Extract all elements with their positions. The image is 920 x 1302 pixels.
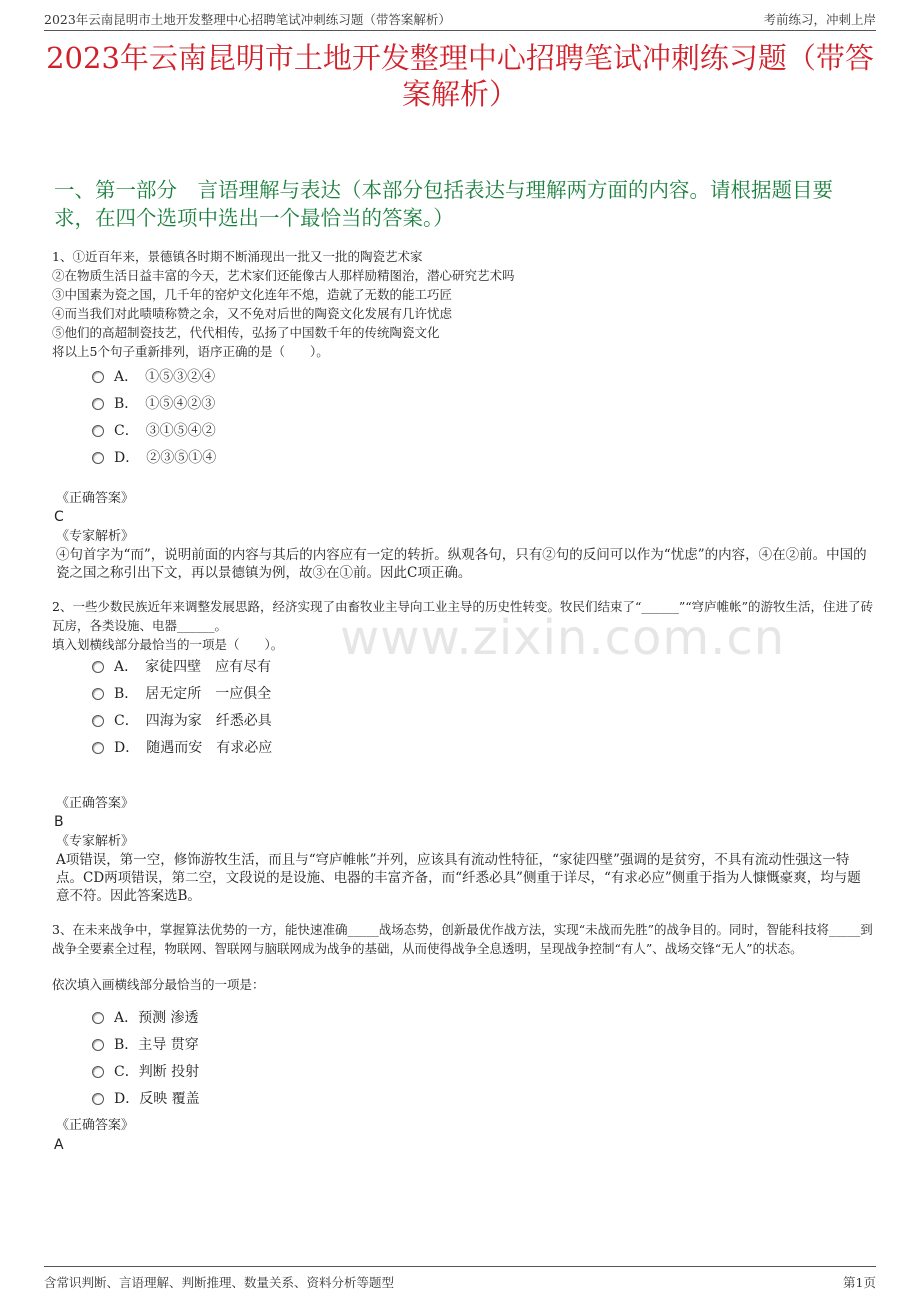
q1-line: ⑤他们的高超制瓷技艺，代代相传，弘扬了中国数千年的传统陶瓷文化 (52, 325, 440, 340)
radio-icon[interactable] (92, 371, 104, 383)
q1-option-c[interactable] (92, 422, 216, 440)
option-label: A．预测 渗透 (114, 1010, 199, 1026)
radio-icon[interactable] (92, 452, 104, 464)
header-doc-title: 2023年云南昆明市土地开发整理中心招聘笔试冲刺练习题（带答案解析） (44, 12, 451, 27)
q2-option-c[interactable] (92, 712, 272, 730)
option-label: C．判断 投射 (114, 1064, 200, 1080)
question-2-stem (52, 597, 874, 654)
q1-answer-label: 《正确答案》 (56, 491, 135, 506)
header-slogan: 考前练习，冲刺上岸 (763, 12, 876, 27)
q2-explain-label: 《专家解析》 (56, 834, 135, 849)
q1-line: 1、①近百年来，景德镇各时期不断涌现出一批又一批的陶瓷艺术家 (52, 249, 423, 264)
question-1-stem (52, 247, 874, 361)
q2-answer-label: 《正确答案》 (56, 796, 135, 811)
page-number: 第1页 (843, 1275, 876, 1290)
document-title: 2023年云南昆明市土地开发整理中心招聘笔试冲刺练习题（带答案解析） (46, 41, 874, 111)
q1-line: ④而当我们对此啧啧称赞之余，又不免对后世的陶瓷文化发展有几许忧虑 (52, 306, 453, 321)
option-label: B． ①⑤④②③ (114, 396, 216, 412)
radio-icon[interactable] (92, 1066, 104, 1078)
q3-answer: A (54, 1137, 64, 1153)
question-3-stem (52, 920, 874, 958)
q3-option-d[interactable] (92, 1090, 200, 1108)
q2-option-d[interactable] (92, 739, 272, 757)
q1-answer: C (54, 509, 64, 525)
q2-prompt: 填入划横线部分最恰当的一项是（ ）。 (52, 637, 284, 652)
option-label: C． ③①⑤④② (114, 423, 216, 439)
q2-answer: B (54, 814, 64, 830)
radio-icon[interactable] (92, 688, 104, 700)
option-label: D． ②③⑤①④ (114, 450, 217, 466)
radio-icon[interactable] (92, 425, 104, 437)
q2-option-a[interactable] (92, 658, 271, 676)
page-footer (44, 1266, 876, 1291)
q1-option-a[interactable] (92, 368, 215, 386)
section-heading: 一、第一部分 言语理解与表达（本部分包括表达与理解两方面的内容。请根据题目要求，在四个选项中选出一个最恰当的答案。） (54, 178, 833, 230)
q3-answer-label: 《正确答案》 (56, 1118, 135, 1133)
option-label: D．反映 覆盖 (114, 1091, 200, 1107)
radio-icon[interactable] (92, 1039, 104, 1051)
q3-stem-text: 3、在未来战争中，掌握算法优势的一方，能快速准确_____战场态势，创新最优作战方法，实现“未战而先胜”的战争目的。同时，智能科技将_____到战争全要素全过程，物联网、智联网与脑联网成为战争的基础，从而使得战争全息透明，呈现战争控制“有人”、战场交锋“无人”的状态。 (52, 922, 873, 956)
q3-prompt: 依次填入画横线部分最恰当的一项是： (52, 977, 265, 992)
option-label: B．主导 贯穿 (114, 1037, 199, 1053)
option-label: A． ①⑤③②④ (114, 369, 216, 385)
radio-icon[interactable] (92, 1012, 104, 1024)
q3-option-c[interactable] (92, 1063, 199, 1081)
q1-line: 将以上5个句子重新排列，语序正确的是（ ）。 (52, 344, 329, 359)
page-header (44, 10, 876, 31)
q3-option-a[interactable] (92, 1009, 199, 1027)
watermark: www.zixin.com.cn (340, 610, 786, 666)
radio-icon[interactable] (92, 1093, 104, 1105)
q1-option-d[interactable] (92, 449, 216, 467)
radio-icon[interactable] (92, 661, 104, 673)
q2-stem-text: 2、一些少数民族近年来调整发展思路，经济实现了由畜牧业主导向工业主导的历史性转变。牧民们结束了“______”“穹庐帷帐”的游牧生活，住进了砖瓦房，各类设施、电器______。 (52, 599, 874, 633)
radio-icon[interactable] (92, 398, 104, 410)
q1-explain-label: 《专家解析》 (56, 529, 135, 544)
q1-line: ②在物质生活日益丰富的今天，艺术家们还能像古人那样励精图治，潜心研究艺术吗 (52, 268, 515, 283)
q3-option-b[interactable] (92, 1036, 199, 1054)
radio-icon[interactable] (92, 715, 104, 727)
q2-explanation: A项错误，第一空，修饰游牧生活，而且与“穹庐帷帐”并列，应该具有流动性特征，“家徒四壁”强调的是贫穷，不具有流动性强这一特点。CD两项错误，第二空，文段说的是设施、电器的丰富齐备，而“纤悉必具”侧重于详尽，“有求必应”侧重于指为人慷慨豪爽，均与题意不符。因此答案选B。 (56, 852, 861, 904)
q1-line: ③中国素为瓷之国，几千年的窑炉文化连年不熄，造就了无数的能工巧匠 (52, 287, 453, 302)
footer-note: 含常识判断、言语理解、判断推理、数量关系、资料分析等题型 (44, 1275, 395, 1290)
radio-icon[interactable] (92, 742, 104, 754)
q2-option-b[interactable] (92, 685, 271, 703)
option-label: A． 家徒四壁 应有尽有 (114, 659, 272, 675)
option-label: C． 四海为家 纤悉必具 (114, 713, 272, 729)
option-label: D． 随遇而安 有求必应 (114, 740, 273, 756)
option-label: B． 居无定所 一应俱全 (114, 686, 272, 702)
q1-option-b[interactable] (92, 395, 215, 413)
q1-explanation: ④句首字为“而”，说明前面的内容与其后的内容应有一定的转折。纵观各句，只有②句的反问可以作为“忧虑”的内容，④在②前。中国的瓷之国之称引出下文，再以景德镇为例，故③在①前。因此C项正确。 (56, 547, 867, 581)
